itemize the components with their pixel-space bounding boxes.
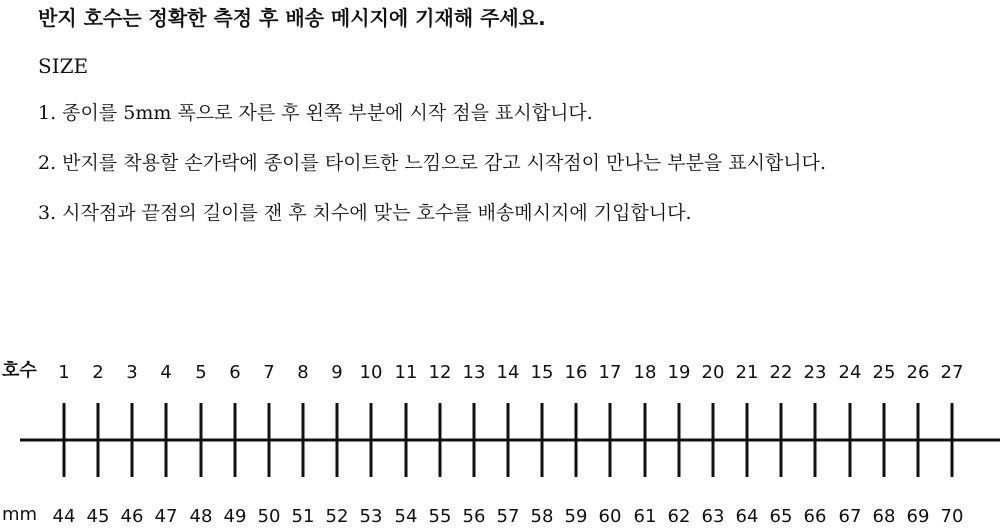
mm-value: 64	[735, 506, 759, 527]
mm-value: 59	[564, 506, 588, 527]
mm-value: 53	[359, 506, 383, 527]
mm-value: 55	[428, 506, 452, 527]
mm-value: 46	[120, 506, 144, 527]
mm-value: 45	[86, 506, 110, 527]
ring-size-number: 5	[195, 362, 207, 383]
ring-size-number: 10	[359, 362, 383, 383]
ring-size-number: 7	[263, 362, 275, 383]
ring-size-number: 26	[906, 362, 930, 383]
mm-value: 67	[838, 506, 862, 527]
ring-size-number: 6	[229, 362, 241, 383]
ring-size-notice: 반지 호수는 정확한 측정 후 배송 메시지에 기재해 주세요.	[38, 6, 546, 30]
ring-size-number: 27	[940, 362, 964, 383]
mm-value: 52	[325, 506, 349, 527]
ring-size-number: 22	[769, 362, 793, 383]
instruction-step-3: 3. 시작점과 끝점의 길이를 잰 후 치수에 맞는 호수를 배송메시지에 기입합니다.	[38, 202, 692, 224]
mm-value: 61	[633, 506, 657, 527]
ring-size-number: 8	[297, 362, 309, 383]
ring-size-number: 14	[496, 362, 520, 383]
mm-label: mm	[2, 504, 38, 525]
mm-value: 62	[667, 506, 691, 527]
ring-size-number: 13	[462, 362, 486, 383]
ring-size-number: 12	[428, 362, 452, 383]
ring-size-label: 호수	[2, 360, 37, 381]
ring-size-number: 2	[92, 362, 104, 383]
mm-value: 51	[291, 506, 315, 527]
ring-size-number: 15	[530, 362, 554, 383]
mm-value: 57	[496, 506, 520, 527]
ring-size-number: 17	[598, 362, 622, 383]
ring-size-number: 9	[331, 362, 343, 383]
mm-value: 44	[52, 506, 76, 527]
ring-size-number: 21	[735, 362, 759, 383]
ring-size-number: 11	[394, 362, 418, 383]
ring-size-number: 16	[564, 362, 588, 383]
ring-size-number: 19	[667, 362, 691, 383]
mm-value: 69	[906, 506, 930, 527]
mm-value: 47	[154, 506, 178, 527]
mm-value: 63	[701, 506, 725, 527]
ring-size-number: 18	[633, 362, 657, 383]
mm-value: 60	[598, 506, 622, 527]
mm-value: 56	[462, 506, 486, 527]
mm-value: 68	[872, 506, 896, 527]
instruction-step-1: 1. 종이를 5mm 폭으로 자른 후 왼쪽 부분에 시작 점을 표시합니다.	[38, 102, 593, 124]
mm-value: 65	[769, 506, 793, 527]
ring-size-number: 20	[701, 362, 725, 383]
mm-value: 49	[223, 506, 247, 527]
size-title: SIZE	[38, 54, 89, 78]
instruction-step-2: 2. 반지를 착용할 손가락에 종이를 타이트한 느낌으로 감고 시작점이 만나는 부분을 표시합니다.	[38, 152, 827, 174]
mm-value: 70	[940, 506, 964, 527]
ruler-marks	[53, 362, 964, 527]
ring-size-number: 4	[160, 362, 172, 383]
ring-size-number: 3	[126, 362, 138, 383]
mm-value: 50	[257, 506, 281, 527]
mm-value: 54	[394, 506, 418, 527]
ring-size-number: 1	[58, 362, 70, 383]
ring-size-number: 25	[872, 362, 896, 383]
mm-value: 58	[530, 506, 554, 527]
ring-size-number: 23	[803, 362, 827, 383]
mm-value: 66	[803, 506, 827, 527]
ring-size-number: 24	[838, 362, 862, 383]
mm-value: 48	[189, 506, 213, 527]
